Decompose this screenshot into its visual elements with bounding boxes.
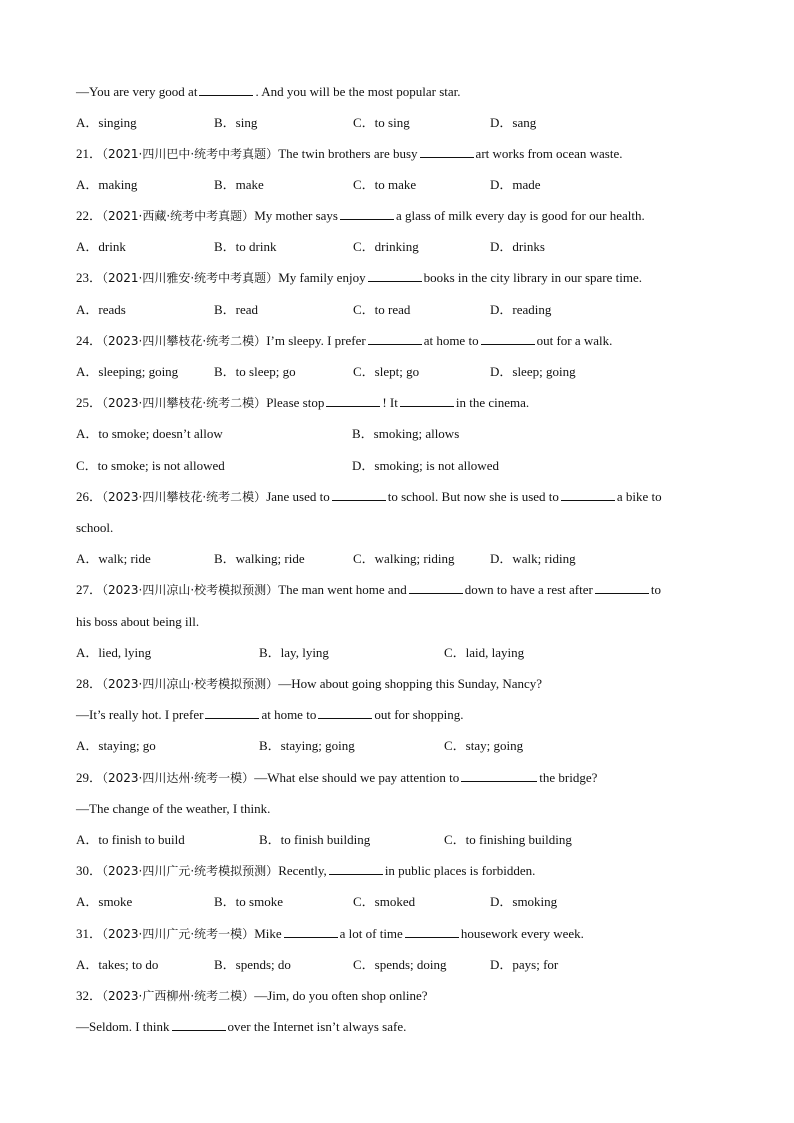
q23-option-c[interactable]: C．to read <box>353 302 411 317</box>
q31-stem-text-a: Mike <box>254 926 282 941</box>
q20-option-c[interactable]: C．to sing <box>353 115 410 130</box>
q21-stem-text-b: art works from ocean waste. <box>475 146 623 161</box>
q30-option-d[interactable]: D．smoking <box>490 894 558 909</box>
q25-option-d[interactable]: D．smoking; is not allowed <box>352 458 499 473</box>
q27-stem-text-a: The man went home and <box>278 582 407 597</box>
answer-blank <box>461 769 537 782</box>
q24-option-b[interactable]: B．to sleep; go <box>214 364 296 379</box>
q29-stem-cont <box>76 800 726 818</box>
q30-number: 30． <box>76 863 103 878</box>
q28-option-a[interactable]: A．staying; go <box>76 738 156 753</box>
q20-options <box>76 114 726 132</box>
answer-blank <box>420 145 474 158</box>
q21-number: 21． <box>76 146 103 161</box>
q20-option-d[interactable]: D．sang <box>490 115 537 130</box>
q25-options-row2 <box>76 457 726 475</box>
q29-stem-text-a: —What else should we pay attention to <box>254 770 460 785</box>
q20-stem-text-a: —You are very good at <box>76 84 198 99</box>
q28-options <box>76 737 726 755</box>
q29-number: 29． <box>76 770 103 785</box>
q27-option-a[interactable]: A．lied, lying <box>76 645 152 660</box>
q26-source: （2023·四川攀枝花·统考二模） <box>102 490 267 504</box>
q21-option-c[interactable]: C．to make <box>353 177 417 192</box>
answer-blank <box>172 1018 226 1031</box>
q26-stem <box>76 488 726 506</box>
q29-options <box>76 831 726 849</box>
q28-stem-text-c: at home to <box>261 707 317 722</box>
q24-number: 24． <box>76 333 103 348</box>
answer-blank <box>205 706 259 719</box>
q24-option-c[interactable]: C．slept; go <box>353 364 420 379</box>
q31-option-c[interactable]: C．spends; doing <box>353 957 447 972</box>
q28-stem <box>76 675 726 693</box>
q32-stem-cont <box>76 1018 726 1036</box>
q26-stem-text-a: Jane used to <box>266 489 330 504</box>
q24-stem-text-a: I’m sleepy. I prefer <box>266 333 366 348</box>
q26-option-d[interactable]: D．walk; riding <box>490 551 576 566</box>
q21-stem-text-a: The twin brothers are busy <box>278 146 418 161</box>
q22-option-b[interactable]: B．to drink <box>214 239 277 254</box>
q28-stem-cont <box>76 706 726 724</box>
q27-options <box>76 644 726 662</box>
q26-option-b[interactable]: B．walking; ride <box>214 551 305 566</box>
answer-blank <box>405 925 459 938</box>
q25-stem-text-a: Please stop <box>266 395 325 410</box>
q25-stem-text-b: ! It <box>382 395 398 410</box>
q22-number: 22． <box>76 208 103 223</box>
q20-stem-text-b: . And you will be the most popular star. <box>255 84 461 99</box>
answer-blank <box>595 581 649 594</box>
answer-blank <box>561 488 615 501</box>
q30-option-c[interactable]: C．smoked <box>353 894 416 909</box>
q23-option-b[interactable]: B．read <box>214 302 259 317</box>
q28-source: （2023·四川凉山·校考模拟预测） <box>102 677 279 691</box>
q27-stem-cont <box>76 613 726 631</box>
q27-stem-text-b: down to have a rest after <box>464 582 593 597</box>
q31-number: 31． <box>76 926 103 941</box>
q21-option-a[interactable]: A．making <box>76 177 138 192</box>
q32-stem-text-c: over the Internet isn’t always safe. <box>227 1019 407 1034</box>
q27-stem <box>76 581 726 599</box>
q23-stem-text-a: My family enjoy <box>278 270 366 285</box>
q26-stem-text-d: school. <box>76 520 114 535</box>
q23-source: （2021·四川雅安·统考中考真题） <box>102 271 279 285</box>
answer-blank <box>340 207 394 220</box>
q30-source: （2023·四川广元·统考模拟预测） <box>102 864 279 878</box>
q28-option-c[interactable]: C．stay; going <box>444 738 524 753</box>
q23-option-d[interactable]: D．reading <box>490 302 552 317</box>
answer-blank <box>326 394 380 407</box>
q30-option-a[interactable]: A．smoke <box>76 894 133 909</box>
q21-options <box>76 176 726 194</box>
answer-blank <box>318 706 372 719</box>
q21-stem <box>76 145 726 163</box>
q29-stem-text-c: —The change of the weather, I think. <box>76 801 271 816</box>
answer-blank <box>368 269 422 282</box>
q30-options <box>76 893 726 911</box>
q29-stem-text-b: the bridge? <box>539 770 598 785</box>
q30-stem-text-b: in public places is forbidden. <box>384 863 536 878</box>
q31-stem <box>76 925 726 943</box>
q31-option-d[interactable]: D．pays; for <box>490 957 559 972</box>
q25-number: 25． <box>76 395 103 410</box>
answer-blank <box>329 862 383 875</box>
q26-option-a[interactable]: A．walk; ride <box>76 551 151 566</box>
q22-source: （2021·西藏·统考中考真题） <box>102 209 255 223</box>
q23-option-a[interactable]: A．reads <box>76 302 126 317</box>
q24-stem-text-b: at home to <box>423 333 479 348</box>
q23-stem-text-b: books in the city library in our spare time. <box>423 270 643 285</box>
q32-stem <box>76 987 726 1005</box>
q22-stem <box>76 207 726 225</box>
q24-option-d[interactable]: D．sleep; going <box>490 364 576 379</box>
q28-number: 28． <box>76 676 103 691</box>
q22-stem-text-b: a glass of milk every day is good for our health. <box>395 208 645 223</box>
answer-blank <box>199 83 253 96</box>
q25-stem <box>76 394 726 412</box>
q31-stem-text-c: housework every week. <box>460 926 584 941</box>
q21-source: （2021·四川巴中·统考中考真题） <box>102 147 279 161</box>
q29-stem <box>76 769 726 787</box>
q31-option-b[interactable]: B．spends; do <box>214 957 291 972</box>
q23-stem <box>76 269 726 287</box>
q25-source: （2023·四川攀枝花·统考二模） <box>102 396 267 410</box>
q29-source: （2023·四川达州·统考一模） <box>102 771 255 785</box>
q26-number: 26． <box>76 489 103 504</box>
q21-option-d[interactable]: D．made <box>490 177 541 192</box>
q27-stem-text-d: his boss about being ill. <box>76 614 200 629</box>
q29-option-c[interactable]: C．to finishing building <box>444 832 572 847</box>
q29-option-a[interactable]: A．to finish to build <box>76 832 185 847</box>
q26-stem-text-b: to school. But now she is used to <box>387 489 559 504</box>
q22-options <box>76 238 726 256</box>
answer-blank <box>368 332 422 345</box>
q26-stem-cont <box>76 519 726 537</box>
q21-option-b[interactable]: B．make <box>214 177 264 192</box>
q25-stem-text-c: in the cinema. <box>455 395 530 410</box>
q23-options <box>76 301 726 319</box>
q32-source: （2023·广西柳州·统考二模） <box>102 989 255 1003</box>
q22-option-a[interactable]: A．drink <box>76 239 126 254</box>
q28-option-b[interactable]: B．staying; going <box>259 738 355 753</box>
q29-option-b[interactable]: B．to finish building <box>259 832 371 847</box>
q32-stem-text-b: —Seldom. I think <box>76 1019 170 1034</box>
q25-option-b[interactable]: B．smoking; allows <box>352 426 460 441</box>
q28-stem-text-d: out for shopping. <box>374 707 464 722</box>
q25-option-c[interactable]: C．to smoke; is not allowed <box>76 458 225 473</box>
q27-number: 27． <box>76 582 103 597</box>
q27-stem-text-c: to <box>650 582 661 597</box>
q20-option-a[interactable]: A．singing <box>76 115 137 130</box>
q30-stem <box>76 862 726 880</box>
q23-number: 23． <box>76 270 103 285</box>
answer-blank <box>400 394 454 407</box>
q30-stem-text-a: Recently, <box>278 863 327 878</box>
q28-stem-text-b: —It’s really hot. I prefer <box>76 707 204 722</box>
q30-option-b[interactable]: B．to smoke <box>214 894 283 909</box>
q31-source: （2023·四川广元·统考一模） <box>102 927 255 941</box>
q32-stem-text-a: —Jim, do you often shop online? <box>254 988 428 1003</box>
answer-blank <box>481 332 535 345</box>
q20-option-b[interactable]: B．sing <box>214 115 258 130</box>
q22-option-c[interactable]: C．drinking <box>353 239 419 254</box>
q22-option-d[interactable]: D．drinks <box>490 239 545 254</box>
q22-stem-text-a: My mother says <box>254 208 338 223</box>
q24-source: （2023·四川攀枝花·统考二模） <box>102 334 267 348</box>
answer-blank <box>332 488 386 501</box>
q26-options <box>76 550 726 568</box>
q28-stem-text-a: —How about going shopping this Sunday, Nancy? <box>278 676 543 691</box>
q31-options <box>76 956 726 974</box>
q27-option-b[interactable]: B．lay, lying <box>259 645 329 660</box>
q26-stem-text-c: a bike to <box>616 489 662 504</box>
q20-stem <box>76 83 726 101</box>
q24-stem <box>76 332 726 350</box>
q24-options <box>76 363 726 381</box>
q26-option-c[interactable]: C．walking; riding <box>353 551 455 566</box>
q31-stem-text-b: a lot of time <box>339 926 403 941</box>
q32-number: 32． <box>76 988 103 1003</box>
answer-blank <box>284 925 338 938</box>
q27-source: （2023·四川凉山·校考模拟预测） <box>102 583 279 597</box>
q24-option-a[interactable]: A．sleeping; going <box>76 364 179 379</box>
q24-stem-text-c: out for a walk. <box>536 333 613 348</box>
q25-options-row1 <box>76 425 726 443</box>
q25-option-a[interactable]: A．to smoke; doesn’t allow <box>76 426 223 441</box>
q31-option-a[interactable]: A．takes; to do <box>76 957 159 972</box>
answer-blank <box>409 581 463 594</box>
q27-option-c[interactable]: C．laid, laying <box>444 645 525 660</box>
